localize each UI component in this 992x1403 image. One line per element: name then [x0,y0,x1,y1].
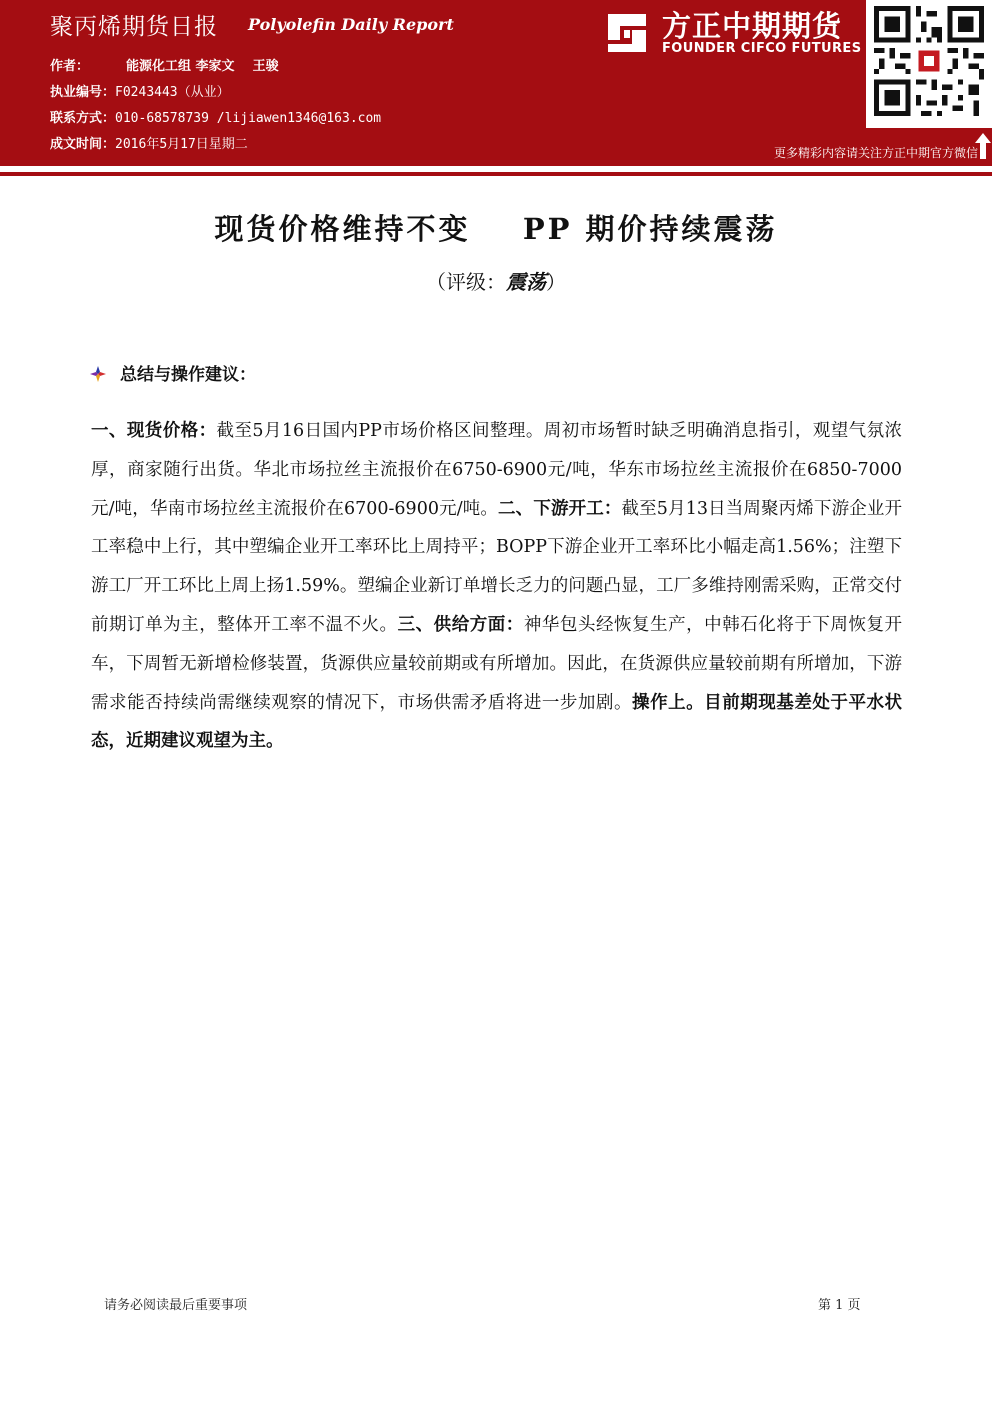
footer-notice: 请务必阅读最后重要事项 [104,1298,248,1313]
operation-text: 目前期现基差处于平水状态，近期建议观望为主。 [91,692,903,752]
report-title-en: Polyolefin Daily Report [248,15,454,34]
qr-code-icon [874,6,984,116]
date-label: 成文时间： [50,137,116,152]
license-value: F0243443（从业） [115,85,230,100]
page-number: 第 1 页 [818,1298,861,1313]
logo-text-cn: 方正中期期货 [662,9,843,43]
downstream-label: 二、下游开工： [498,498,622,519]
bullet-diamond-icon [90,366,106,382]
date-row [50,133,248,152]
wechat-note: 更多精彩内容请关注方正中期官方微信 [773,146,978,160]
rating-close: ） [546,270,566,294]
spot-price-text: 截至5月16日国内PP市场价格区间整理。周初市场暂时缺乏明确消息指引，观望气氛浓厚，商家随行出货。华北市场拉丝主流报价在6750-6900元/吨，华东市场拉丝主流报价在6850-7000元/吨，华南市场拉丝主流报价在6700-6900元/吨。 [91,421,902,519]
contact-row [50,107,381,126]
qr-code [866,0,992,128]
contact-value: 010-68578739 /lijiawen1346@163.com [115,111,382,126]
supply-label: 三、供给方面： [397,614,524,635]
rating-value: 震荡 [506,270,546,294]
page-title: 现货价格维持不变 PP 期价持续震荡 [214,212,778,246]
supply-text: 神华包头经恢复生产，中韩石化将于下周恢复开车，下周暂无新增检修装置，货源供应量较前期或有所增加。因此，在货源供应量较前期有所增加，下游需求能否持续尚需继续观察的情况下，市场供需矛盾将进一步加剧。 [91,614,903,713]
report-title-cn: 聚丙烯期货日报 [50,14,218,40]
rating-line [0,266,992,295]
spot-price-label: 一、现货价格： [91,421,217,441]
author-value: 能源化工组 李家文 王骏 [126,59,279,74]
section-heading [90,360,256,385]
founder-logo-icon [604,10,650,56]
section-heading-text: 总结与操作建议： [120,365,256,385]
logo-text-en: FOUNDER CIFCO FUTURES [662,41,862,56]
summary-paragraph [91,412,902,761]
author-label: 作者： [50,59,90,74]
license-row [50,81,230,100]
license-label: 执业编号： [50,85,116,100]
operation-label: 操作上。 [632,692,705,713]
up-arrow-icon [974,132,992,160]
downstream-text: 截至5月13日当周聚丙烯下游企业开工率稳中上行，其中塑编企业开工率环比上周持平；BOPP下游企业开工率环比小幅走高1.56%；注塑下游工厂开工环比上周上扬1.59%。塑编企业新订单增长乏力的问题凸显，工厂多维持刚需采购，正常交付前期订单为主，整体开工率不温不火。 [91,498,902,635]
date-value: 2016年5月17日星期二 [115,137,248,152]
company-logo [604,6,860,62]
contact-label: 联系方式： [50,111,116,126]
rating-open: （评级： [426,270,506,294]
header-divider [0,172,992,176]
report-header [0,0,992,166]
author-row [50,55,279,74]
